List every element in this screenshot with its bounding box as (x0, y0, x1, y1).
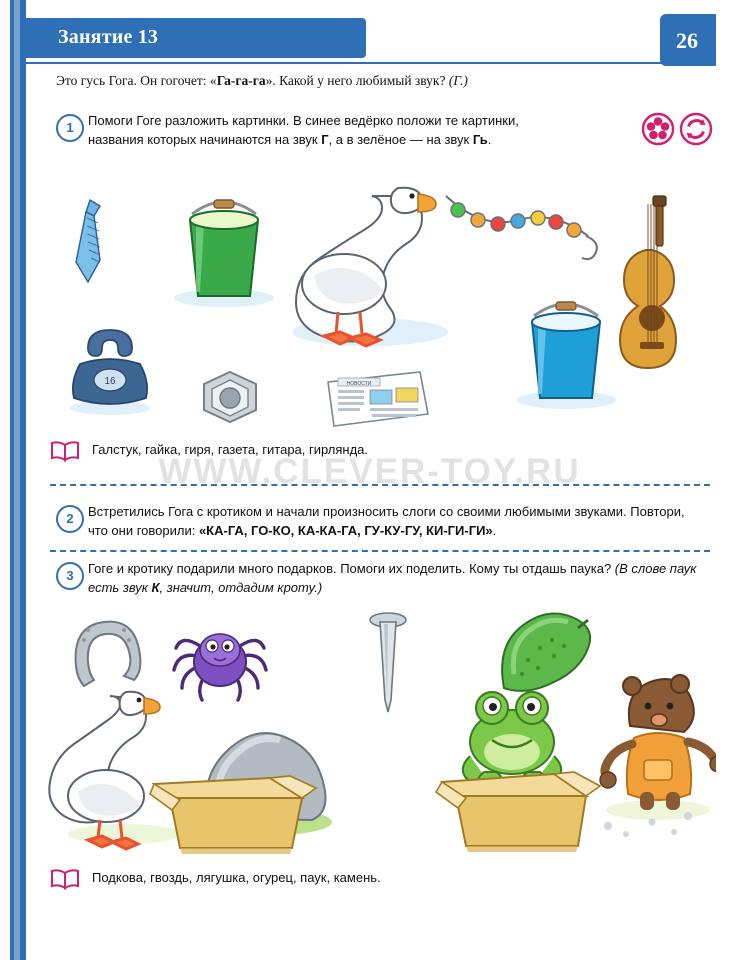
svg-text:НОВОСТИ: НОВОСТИ (346, 381, 372, 387)
picture-nut (204, 372, 256, 422)
task-2-text: Встретились Гога с кротиком и начали произносить слоги со своими любимыми звуками. Повтори, что они говорили: «КА-ГА, ГО-КО, КА-КА-ГА, ГУ-КУ-ГУ, КИ-ГИ-ГИ». (88, 504, 685, 538)
picture-blue-bucket (516, 302, 616, 409)
page-header (26, 14, 716, 60)
picture-tie (76, 200, 100, 282)
picture-garland (446, 196, 597, 259)
picture-box-left (150, 776, 316, 854)
picture-box-right (436, 772, 600, 852)
picture-goose (292, 188, 448, 346)
page-title: Занятие 13 (58, 26, 159, 48)
watermark: WWW.CLEVER-TOY.RU (158, 452, 581, 491)
picture-nail (370, 613, 406, 712)
task-3-answer: Подкова, гвоздь, лягушка, огурец, паук, камень. (92, 870, 381, 885)
task-1-answer: Галстук, гайка, гиря, газета, гитара, гирлянда. (92, 442, 369, 457)
picture-mole (600, 675, 716, 820)
picture-spider (174, 634, 266, 700)
header-divider (26, 62, 716, 64)
picture-horseshoe (76, 622, 141, 686)
task-2-number: 2 (56, 505, 84, 533)
left-decorative-rail (0, 0, 26, 960)
task-3-illustrations (26, 604, 716, 854)
activity-icons-svg (641, 112, 715, 146)
divider-dashed-2 (50, 550, 710, 552)
intro-sentence: Это гусь Гога. Он гогочет: «Га-га-га». Какой у него любимый звук? (Г.) (56, 73, 468, 88)
task-3-text: Гоге и кротику подарили много подарков. Помоги их поделить. Кому ты отдашь паука? (В слове паук есть звук К, значит, отдадим кроту.) (88, 561, 697, 595)
activity-icons (641, 112, 715, 146)
picture-green-bucket (174, 200, 274, 307)
task-3-number: 3 (56, 562, 84, 590)
picture-weight (70, 330, 150, 415)
picture-newspaper (328, 372, 428, 426)
picture-goose-2 (49, 692, 180, 849)
picture-guitar (620, 196, 676, 368)
book-icon-2 (50, 868, 80, 890)
page-number: 26 (676, 28, 698, 53)
task-1-number: 1 (56, 114, 84, 142)
picture-cucumber (502, 614, 590, 691)
divider-dashed-1 (50, 484, 710, 486)
left-rail-highlight (14, 0, 20, 960)
task-1-illustrations (26, 170, 716, 430)
book-icon (50, 440, 80, 462)
task-1-text: Помоги Гоге разложить картинки. В синее ведёрко положи те картинки, названия которых начинаются на звук Г, а в зелёное — на звук Гь. (88, 113, 519, 147)
repeat-icon-border (681, 114, 711, 144)
svg-text:16: 16 (104, 376, 116, 387)
